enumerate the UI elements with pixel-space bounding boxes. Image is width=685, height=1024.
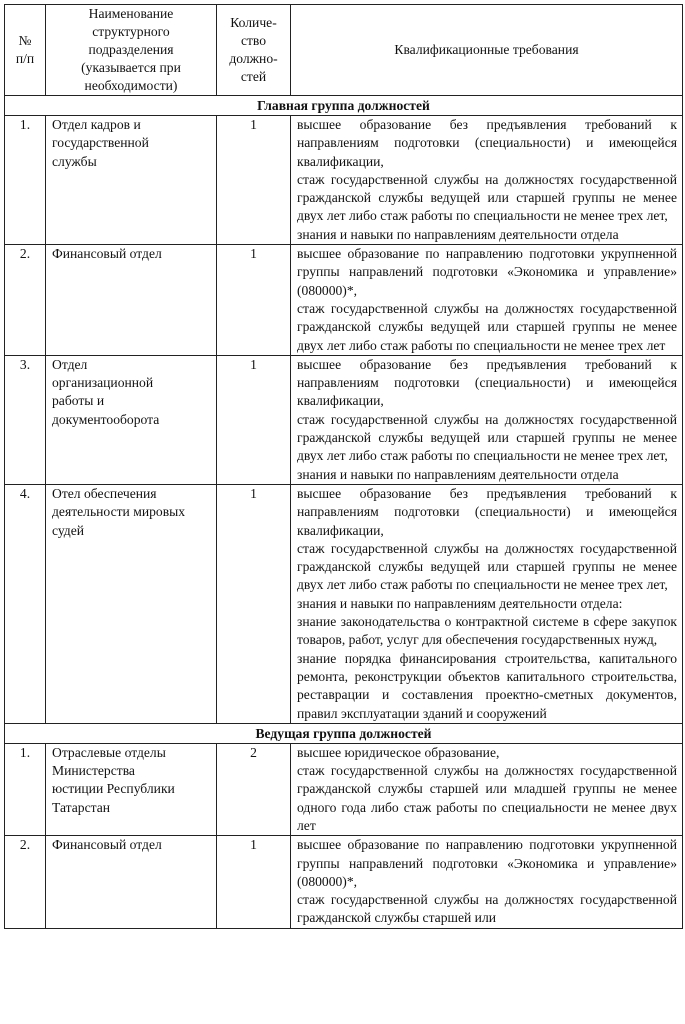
- position-count: 1: [217, 245, 291, 356]
- row-number: 1.: [5, 116, 46, 245]
- requirements: высшее образование по направлению подготовки укрупненной группы направлений подготовки «Экономика и управление» (080000)*, стаж государственной службы на должностях государственной гражданской службы ведущей или старшей группы не менее двух лет либо стаж работы по специальности не менее трех лет: [291, 245, 683, 356]
- row-number: 1.: [5, 743, 46, 835]
- department-name: Финансовый отдел: [46, 245, 217, 356]
- header-requirements: Квалификационные требования: [291, 5, 683, 96]
- row-number: 4.: [5, 484, 46, 723]
- requirements: высшее образование по направлению подготовки укрупненной группы направлений подготовки «Экономика и управление» (080000)*, стаж государственной службы на должностях государственной гражданской службы старшей или: [291, 836, 683, 928]
- department-name: Финансовый отдел: [46, 836, 217, 928]
- document-page: [4, 4, 682, 929]
- table-row: [5, 836, 683, 928]
- requirements: высшее образование без предъявления требований к направлениям подготовки (специальности) и имеющейся квалификации, стаж государственной службы на должностях государственной гражданской службы ведущей или старшей группы не менее двух лет либо стаж работы по специальности не менее трех лет, знания и навыки по направлениям деятельности отдела: [291, 355, 683, 484]
- department-name: Отраслевые отделы Министерства юстиции Республики Татарстан: [46, 743, 217, 835]
- position-count: 1: [217, 484, 291, 723]
- header-name: Наименование структурного подразделения (указывается при необходимости): [46, 5, 217, 96]
- table-row: [5, 355, 683, 484]
- table-row: [5, 116, 683, 245]
- position-count: 1: [217, 116, 291, 245]
- header-qty: Количе- ство должно- стей: [217, 5, 291, 96]
- department-name: Отдел кадров и государственной службы: [46, 116, 217, 245]
- requirements: высшее образование без предъявления требований к направлениям подготовки (специальности) и имеющейся квалификации, стаж государственной службы на должностях государственной гражданской службы ведущей или старшей группы не менее двух лет либо стаж работы по специальности не менее трех лет, знания и навыки по направлениям деятельности отдела: знание законодательства о контрактной системе в сфере закупок товаров, работ, услуг для обеспечения государственных нужд, знание порядка финансирования строительства, капитального ремонта, реконструкции объектов капитального строительства, реставрации и составления проектно-сметных документов, правил эксплуатации зданий и сооружений: [291, 484, 683, 723]
- table-row: [5, 245, 683, 356]
- requirements: высшее образование без предъявления требований к направлениям подготовки (специальности) и имеющейся квалификации, стаж государственной службы на должностях государственной гражданской службы ведущей или старшей группы не менее двух лет либо стаж работы по специальности не менее трех лет, знания и навыки по направлениям деятельности отдела: [291, 116, 683, 245]
- requirements: высшее юридическое образование, стаж государственной службы на должностях государственной гражданской службы старшей или младшей группы не менее одного года либо стаж работы по специальности не менее двух лет: [291, 743, 683, 835]
- table-header-row: [5, 5, 683, 96]
- group-title: Ведущая группа должностей: [5, 723, 683, 743]
- department-name: Отел обеспечения деятельности мировых судей: [46, 484, 217, 723]
- position-count: 2: [217, 743, 291, 835]
- group-row: [5, 723, 683, 743]
- position-count: 1: [217, 836, 291, 928]
- group-title: Главная группа должностей: [5, 96, 683, 116]
- position-count: 1: [217, 355, 291, 484]
- row-number: 2.: [5, 836, 46, 928]
- table-row: [5, 743, 683, 835]
- row-number: 2.: [5, 245, 46, 356]
- qualification-table: [4, 4, 683, 929]
- header-num: № п/п: [5, 5, 46, 96]
- department-name: Отдел организационной работы и документооборота: [46, 355, 217, 484]
- row-number: 3.: [5, 355, 46, 484]
- group-row: [5, 96, 683, 116]
- table-row: [5, 484, 683, 723]
